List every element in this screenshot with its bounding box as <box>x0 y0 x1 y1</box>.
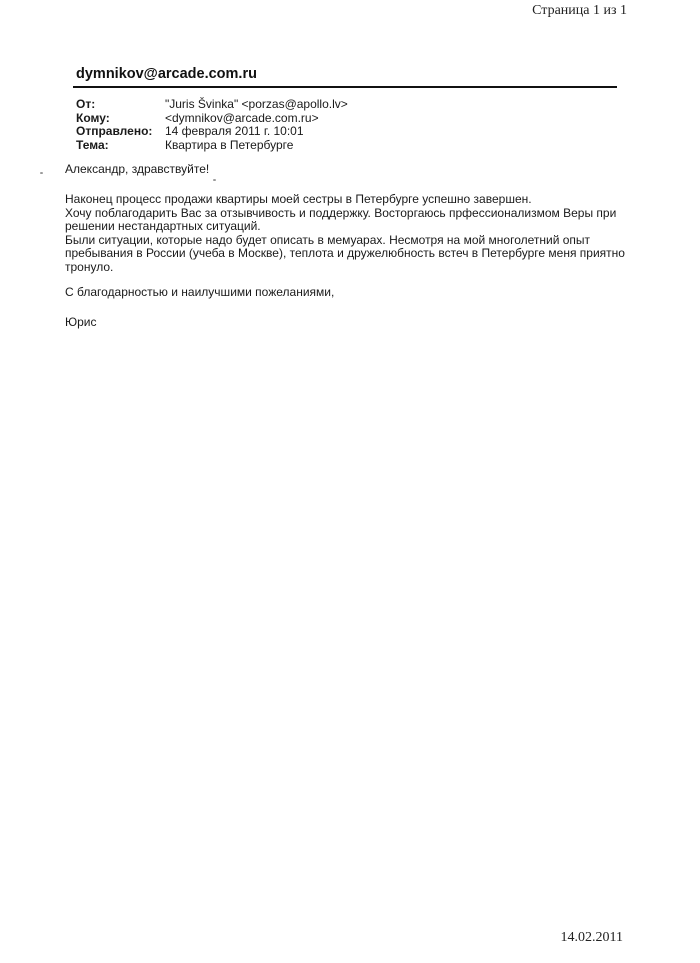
footer-date: 14.02.2011 <box>560 930 623 945</box>
scan-speck <box>40 172 43 174</box>
header-label: Отправлено: <box>76 124 153 138</box>
closing-line: С благодарностью и наилучшими пожеланиями, <box>65 285 335 299</box>
greeting: Александр, здравствуйте! <box>65 162 210 176</box>
header-subject <box>76 139 348 153</box>
body-line: Хочу поблагодарить Вас за отзывчивость и поддержку. Восторгаюсь прфессионализмом Веры при <box>65 205 617 220</box>
email-header <box>76 98 348 152</box>
scan-speck <box>213 179 216 181</box>
page-counter: Страница 1 из 1 <box>532 3 627 18</box>
body-line: Были ситуации, которые надо будет описать в мемуарах. Несмотря на мой многолетний опыт <box>65 232 591 247</box>
header-from <box>76 98 348 112</box>
header-label: От: <box>76 97 96 111</box>
sender-value: "Juris Švinka" <porzas@apollo.lv> <box>165 97 348 111</box>
subject-value: Квартира в Петербурге <box>165 137 294 152</box>
message-body <box>65 193 645 274</box>
heading-divider <box>73 86 617 88</box>
body-line: тронуло. <box>65 259 114 274</box>
header-sent <box>76 125 348 139</box>
body-line: Наконец процесс продажи квартиры моей сестры в Петербурге успешно завершен. <box>65 192 532 206</box>
header-to <box>76 112 348 126</box>
body-line: пребывания в России (учеба в Москве), теплота и дружелюбность встеч в Петербурге меня приятно <box>65 246 625 260</box>
header-label: Тема: <box>76 137 109 152</box>
recipient-value: <dymnikov@arcade.com.ru> <box>165 110 319 125</box>
mailbox-address: dymnikov@arcade.com.ru <box>76 66 257 82</box>
sent-date-value: 14 февраля 2011 г. 10:01 <box>165 124 304 138</box>
body-line: решении нестандартных ситуаций. <box>65 219 261 233</box>
signature: Юрис <box>65 315 97 329</box>
header-label: Кому: <box>76 110 110 125</box>
